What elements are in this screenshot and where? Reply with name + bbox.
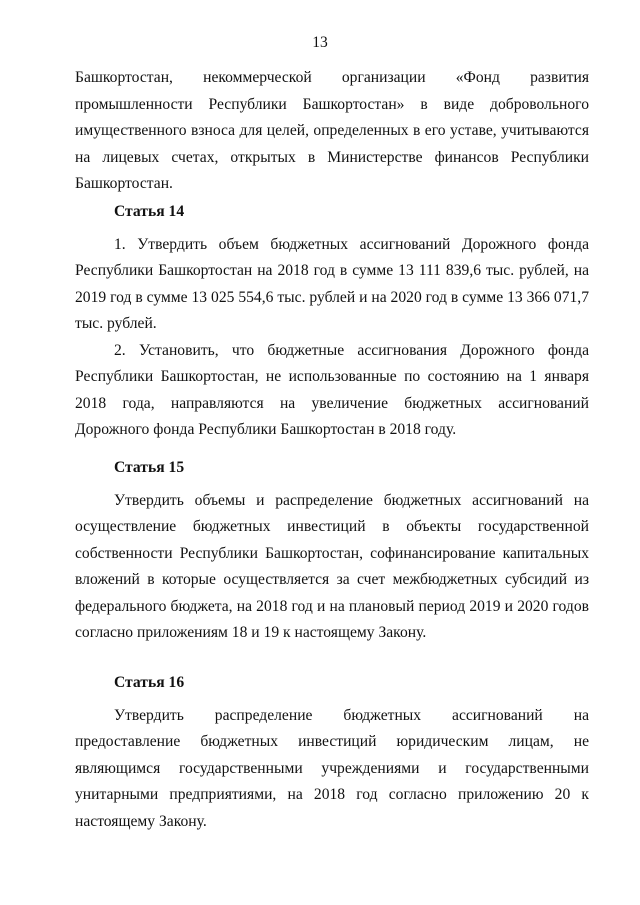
article-14-paragraph-1: 1. Утвердить объем бюджетных ассигнований Дорожного фонда Республики Башкортостан на 2018 год в сумме 13 111 839,6 тыс. рублей, на 2019 год в сумме 13 025 554,6 тыс. рублей и на 2020 год в сумме 13 366 071,7 тыс. рублей. [75,235,589,332]
article-16-section [75,670,589,835]
article-14-paragraph-2: 2. Установить, что бюджетные ассигнования Дорожного фонда Республики Башкортостан, не использованные по состоянию на 1 января 2018 года, направляются на увеличение бюджетных ассигнований Дорожного фонда Республики Башкортостан в 2018 году. [75,341,589,438]
article-16-paragraph-1: Утвердить распределение бюджетных ассигнований на предоставление бюджетных инвестиций юридическим лицам, не являющимся государственными учреждениями и государственными унитарными предприятиями, на 2018 год согласно приложению 20 к настоящему Закону. [75,706,589,830]
article-15-paragraph-1: Утвердить объемы и распределение бюджетных ассигнований на осуществление бюджетных инвестиций в объекты государственной собственности Республики Башкортостан, софинансирование капитальных вложений в которые осуществляется за счет межбюджетных субсидий из федерального бюджета, на 2018 год и на плановый период 2019 и 2020 годов согласно приложениям 18 и 19 к настоящему Закону. [75,491,589,641]
article-14-section [75,199,589,444]
article-15-heading: Статья 15 [114,459,185,476]
article-16-heading: Статья 16 [114,674,185,691]
intro-paragraph: Башкортостан, некоммерческой организации «Фонд развития промышленности Республики Башкортостан» в виде добровольного имущественного взноса для целей, определенных в его уставе, учитываются на лицевых счетах, открытых в Министерстве финансов Республики Башкортостан. [75,69,589,192]
article-14-heading: Статья 14 [114,203,185,220]
article-15-section [75,455,589,647]
page-number: 13 [312,34,328,51]
intro-section [75,65,589,198]
